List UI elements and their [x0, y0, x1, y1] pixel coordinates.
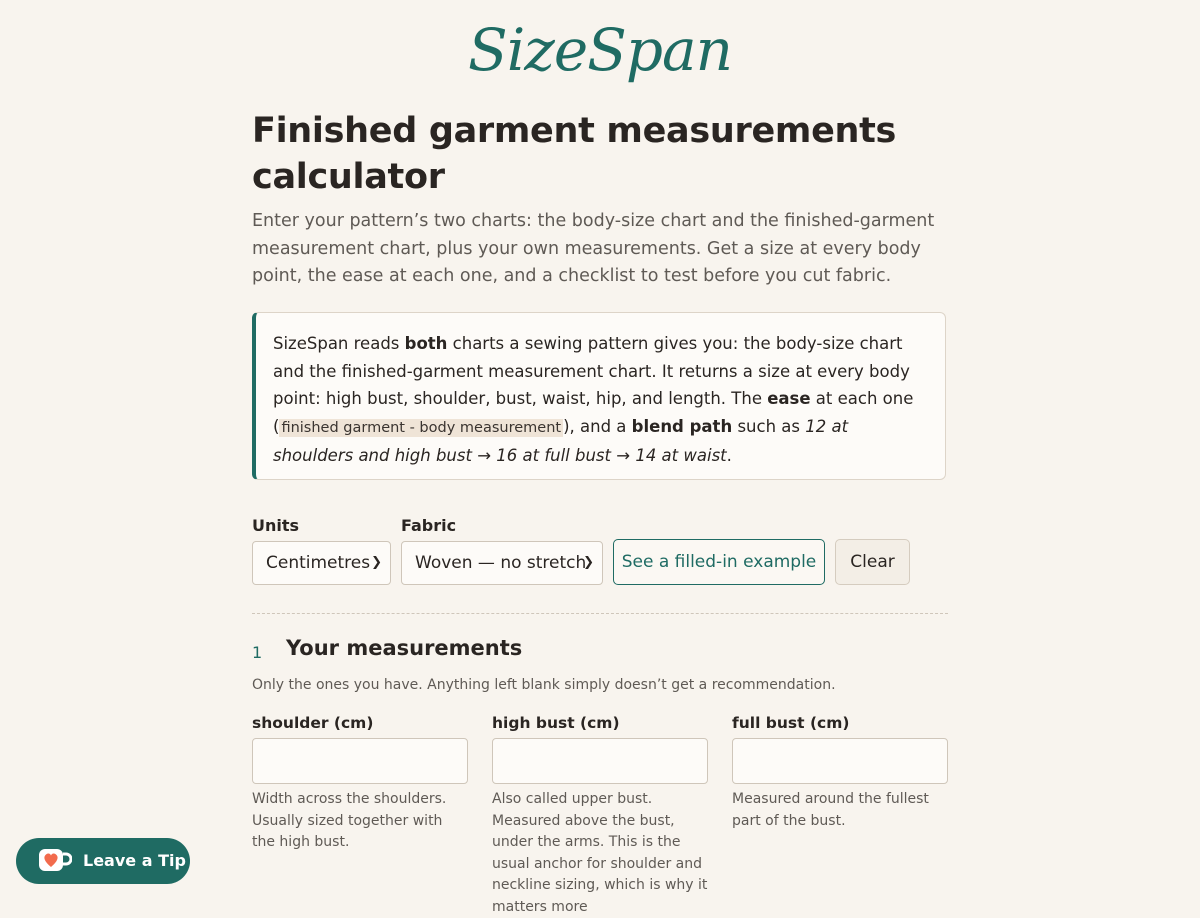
units-label: Units: [252, 516, 300, 535]
high-bust-label: high bust (cm): [492, 714, 620, 732]
clear-button[interactable]: Clear: [835, 539, 910, 585]
high-bust-help: Also called upper bust. Measured above the bust, under the arms. This is the usual anchor for shoulder and neckline sizing, which is why it matters more: [492, 791, 708, 915]
chevron-down-icon: ❯: [371, 555, 382, 570]
high-bust-input[interactable]: [492, 738, 708, 784]
fabric-select[interactable]: [401, 541, 603, 585]
full-bust-field: [732, 713, 948, 832]
ease-formula-code: finished garment - body measurement: [281, 419, 562, 436]
leave-tip-label: Leave a Tip: [83, 851, 186, 870]
callout-text: .: [726, 446, 732, 465]
info-callout: [252, 312, 946, 480]
callout-bold-blend-path: blend path: [631, 416, 733, 436]
full-bust-input[interactable]: [732, 738, 948, 784]
step-title: Your measurements: [286, 636, 523, 660]
callout-bold-ease: ease: [767, 389, 811, 408]
full-bust-label: full bust (cm): [732, 714, 850, 732]
callout-text: SizeSpan reads: [273, 334, 405, 353]
callout-text: such as: [732, 416, 806, 436]
site-logo[interactable]: SizeSpan: [468, 16, 732, 84]
shoulder-label: shoulder (cm): [252, 714, 374, 732]
shoulder-field: [252, 713, 468, 854]
callout-bold-both: both: [404, 334, 448, 353]
page-title: Finished garment measurements calculator: [252, 111, 897, 197]
section-divider: [252, 613, 948, 614]
callout-example-path: 12 at shoulders and high bust → 16 at full bust → 14 at waist: [273, 416, 849, 465]
chevron-down-icon: ❯: [583, 555, 594, 570]
step-number: 1: [252, 643, 263, 662]
high-bust-field: [492, 713, 708, 918]
full-bust-help: Measured around the fullest part of the bust.: [732, 791, 929, 829]
units-select-value: Centimetres: [266, 553, 371, 573]
shoulder-input[interactable]: [252, 738, 468, 784]
shoulder-help: Width across the shoulders. Usually sized together with the high bust.: [252, 791, 447, 850]
callout-text: at each one (: [273, 389, 914, 436]
page-intro: Enter your pattern’s two charts: the body-size chart and the finished-garment measurement chart, plus your own measurements. Get a size at every body point, the ease at each one, and a checklist to test before you cut fabric.: [252, 211, 935, 286]
see-example-button[interactable]: See a filled-in example: [613, 539, 825, 585]
coffee-cup-heart-icon: [36, 843, 72, 879]
step-subtitle: Only the ones you have. Anything left blank simply doesn’t get a recommendation.: [252, 677, 836, 693]
callout-text: ), and a: [563, 416, 632, 436]
units-select[interactable]: [252, 541, 391, 585]
fabric-label: Fabric: [401, 516, 457, 535]
fabric-select-value: Woven — no stretch: [415, 553, 587, 573]
callout-text: charts a sewing pattern gives you: the body-size chart and the finished-garment measurement chart. It returns a size at every body point: high bust, shoulder, bust, waist, hip, and length. The: [273, 334, 910, 408]
leave-tip-button[interactable]: [16, 838, 190, 884]
